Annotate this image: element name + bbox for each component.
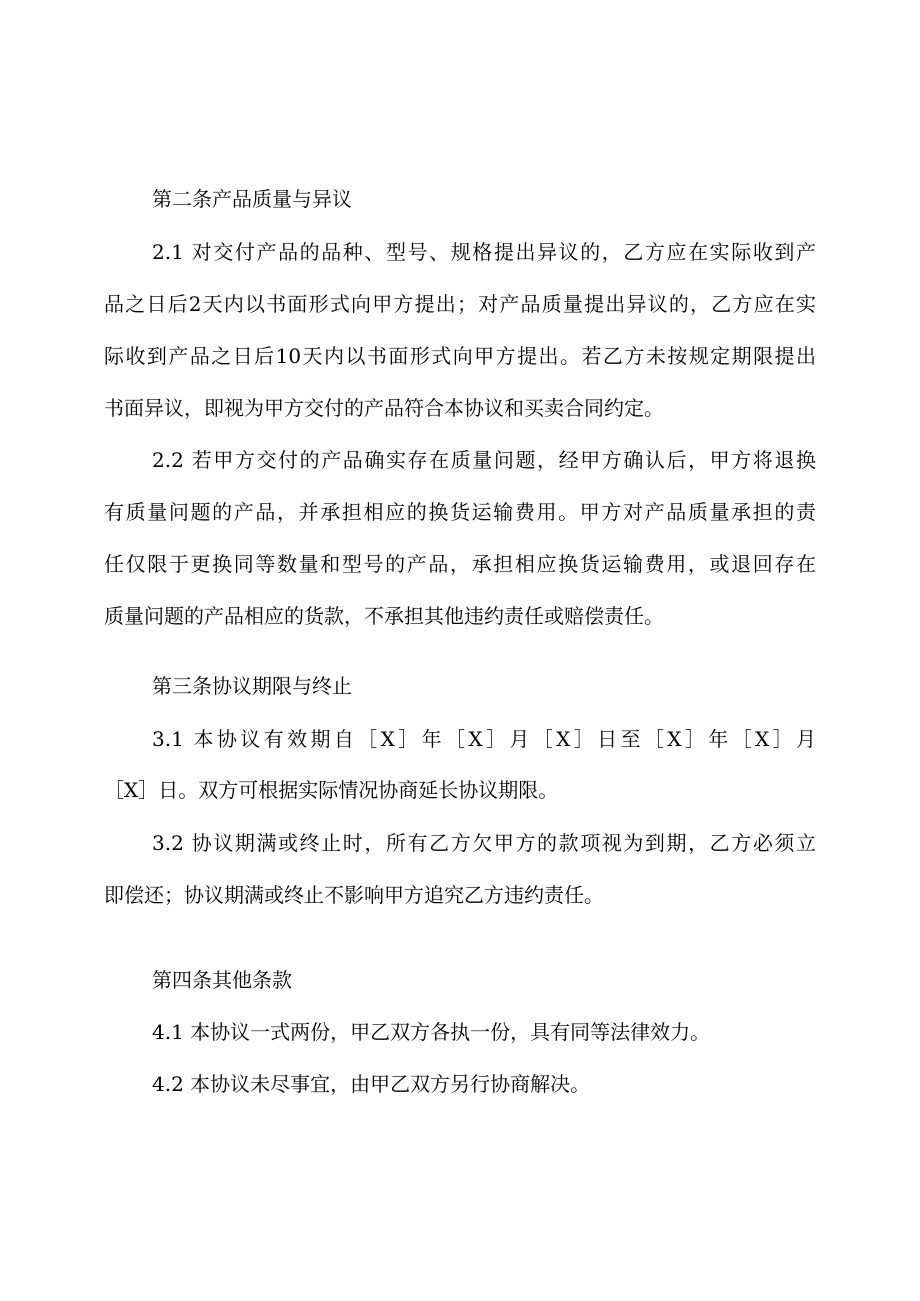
clause-line: 2.1 对交付产品的品种、型号、规格提出异议的，乙方应在实际收到产 xyxy=(152,240,816,264)
clause-line: 4.2 本协议未尽事宜，由甲乙双方另行协商解决。 xyxy=(152,1072,591,1096)
section-heading: 第二条产品质量与异议 xyxy=(152,187,352,211)
clause-line: 质量问题的产品相应的货款，不承担其他违约责任或赔偿责任。 xyxy=(104,604,664,628)
clause-line: ［X］日。双方可根据实际情况协商延长协议期限。 xyxy=(104,778,559,802)
clause-line: 3.2 协议期满或终止时，所有乙方欠甲方的款项视为到期，乙方必须立 xyxy=(152,831,816,855)
clause-line: 际收到产品之日后10天内以书面形式向甲方提出。若乙方未按规定期限提出 xyxy=(104,344,816,368)
clause-line: 品之日后2天内以书面形式向甲方提出；对产品质量提出异议的，乙方应在实 xyxy=(104,292,816,316)
clause-line: 2.2 若甲方交付的产品确实存在质量问题，经甲方确认后，甲方将退换 xyxy=(152,448,816,472)
clause-line: 4.1 本协议一式两份，甲乙双方各执一份，具有同等法律效力。 xyxy=(152,1020,711,1044)
clause-line: 3.1 本协议有效期自［X］年［X］月［X］日至［X］年［X］月 xyxy=(152,727,816,751)
clause-line: 任仅限于更换同等数量和型号的产品，承担相应换货运输费用，或退回存在 xyxy=(104,552,816,576)
section-heading: 第三条协议期限与终止 xyxy=(152,674,352,698)
clause-line: 书面异议，即视为甲方交付的产品符合本协议和买卖合同约定。 xyxy=(104,396,664,420)
clause-line: 有质量问题的产品，并承担相应的换货运输费用。甲方对产品质量承担的责 xyxy=(104,500,816,524)
clause-line: 即偿还；协议期满或终止不影响甲方追究乙方违约责任。 xyxy=(104,883,604,907)
section-heading: 第四条其他条款 xyxy=(152,968,292,992)
